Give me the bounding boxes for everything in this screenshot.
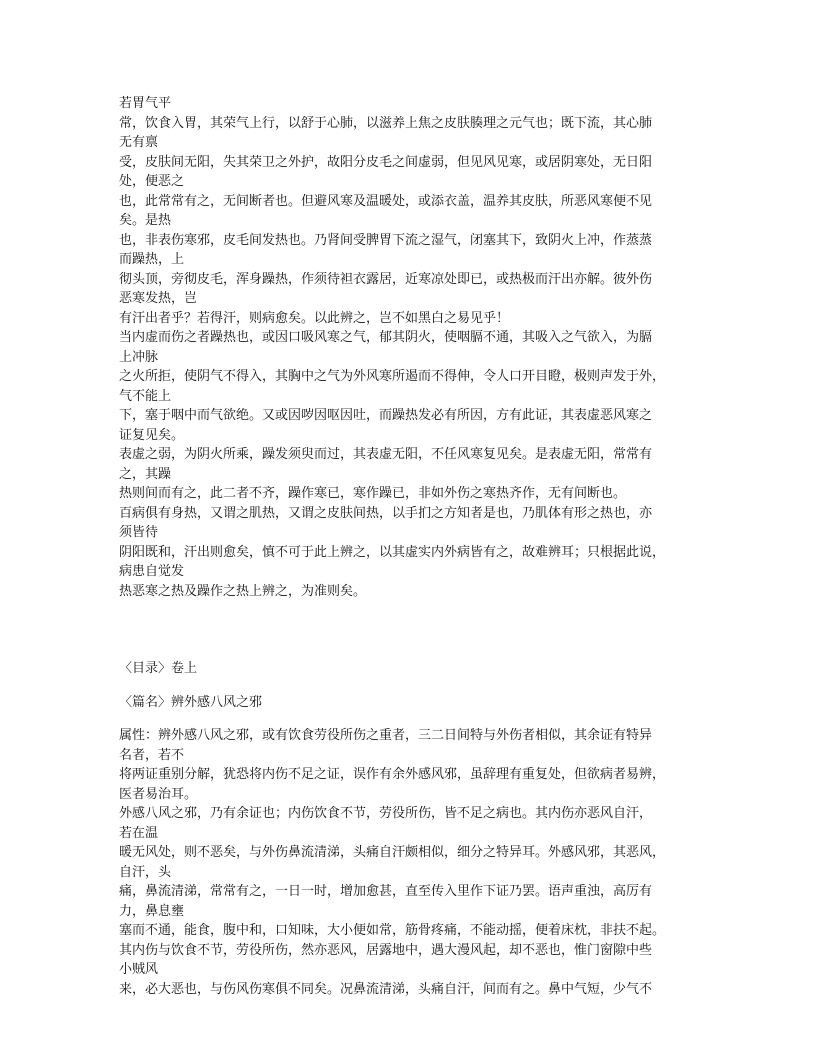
text-line: 其内伤与饮食不节，劳役所伤，然亦恶风，居露地中，遇大漫风起，却不恶也，惟门窗隙中些 (119, 942, 653, 958)
text-line: 也，非表伤寒邪，皮毛间发热也。乃肾间受脾胃下流之湿气，闭塞其下，致阴火上冲，作蒸蒸 (119, 232, 653, 248)
heading-gap (119, 712, 711, 726)
text-line: 塞而不通，能食，腹中和，口知味，大小便如常，筋骨疼痛，不能动摇，便着床枕，非扶不起。 (119, 923, 666, 938)
text-line: 矣。是热 (119, 213, 172, 228)
text-line: 常，饮食入胃，其荣气上行，以舒于心肺，以滋养上焦之皮肤腠理之元气也；既下流，其心肺 (119, 115, 653, 131)
text-line: 百病俱有身热，又谓之肌热，又谓之皮肤间热，以手扪之方知者是也，乃肌体有形之热也，亦 (119, 505, 653, 521)
section-2 (119, 726, 711, 999)
text-line: 处，便恶之 (119, 174, 185, 189)
text-line: 彻头顶，旁彻皮毛，浑身躁热，作须待袒衣露居，近寒凉处即已，或热极而汗出亦解。彼外伤 (119, 271, 653, 287)
text-line: 将两证重别分解，犹恐将内伤不足之证，误作有余外感风邪，虽辞理有重复处，但欲病者易辨， (119, 767, 666, 782)
text-line: 证复见矣。 (119, 427, 185, 443)
section-gap (119, 601, 711, 659)
text-line: 属性：辨外感八风之邪，或有饮食劳役所伤之重者，三二日间特与外伤者相似，其余证有特异 (119, 728, 653, 743)
text-line: 须皆待 (119, 525, 159, 540)
text-line: 热恶寒之热及躁作之热上辨之，为准则矣。 (119, 583, 367, 599)
section-1 (119, 94, 711, 601)
text-line: 之火所拒，使阴气不得入，其胸中之气为外风寒所遏而不得伸，令人口开目瞪，极则声发于外， (119, 369, 666, 384)
text-line: 而躁热，上 (119, 252, 185, 267)
text-line: 病患自觉发 (119, 564, 185, 579)
text-line: 自汗，头 (119, 864, 172, 880)
text-line: 下，塞于咽中而气欲绝。又或因哕因呕因吐，而躁热发必有所因，方有此证，其表虚恶风寒之 (119, 408, 653, 423)
catalog-heading: 〈目录〉卷上 (119, 661, 198, 676)
text-line: 气不能上 (119, 388, 172, 404)
text-line: 医者易治耳。 (119, 786, 198, 802)
text-line: 痛，鼻流清涕，常常有之，一日一时，增加愈甚，直至传入里作下证乃罢。语声重浊，高厉有 (119, 884, 653, 899)
text-line: 之，其躁 (119, 466, 172, 482)
text-line: 名者，若不 (119, 747, 185, 763)
text-line: 当内虚而伤之者躁热也，或因口吸风寒之气，郁其阴火，使咽膈不通，其吸入之气欲入，为膈 (119, 330, 653, 345)
heading-gap (119, 679, 711, 693)
text-line: 小贼风 (119, 962, 159, 977)
text-line: 有汗出者乎？若得汗，则病愈矣。以此辨之，岂不如黑白之易见乎！ (119, 310, 510, 326)
text-line: 无有禀 (119, 135, 159, 150)
document-page (119, 94, 711, 999)
text-line: 热则间而有之，此二者不齐，躁作寒已，寒作躁已，非如外伤之寒热齐作，无有间断也。 (119, 486, 627, 501)
chapter-heading: 〈篇名〉辨外感八风之邪 (119, 694, 263, 710)
text-line: 阴阳既和，汗出则愈矣，慎不可于此上辨之，以其虚实内外病皆有之，故难辨耳；只根据此说， (119, 544, 666, 560)
text-line: 受，皮肤间无阳，失其荣卫之外护，故阳分皮毛之间虚弱，但见风见寒，或居阴寒处，无日阳 (119, 154, 653, 170)
text-line: 上冲脉 (119, 349, 159, 365)
text-line: 表虚之弱，为阴火所乘，躁发须臾而过，其表虚无阳，不任风寒复见矣。是表虚无阳，常常有 (119, 447, 653, 462)
text-line: 若胃气平 (119, 96, 172, 111)
text-line: 恶寒发热，岂 (119, 291, 198, 306)
text-line: 来，必大恶也，与伤风伤寒俱不同矣。况鼻流清涕，头痛自汗，间而有之。鼻中气短，少气不 (119, 981, 653, 997)
text-line: 若在温 (119, 825, 159, 841)
text-line: 暖无风处，则不恶矣，与外伤鼻流清涕，头痛自汗颇相似，细分之特异耳。外感风邪，其恶风， (119, 845, 666, 860)
text-line: 也，此常常有之，无间断者也。但避风寒及温暖处，或添衣盖，温养其皮肤，所恶风寒便不见 (119, 193, 653, 209)
text-line: 外感八风之邪，乃有余证也；内伤饮食不节，劳役所伤，皆不足之病也。其内伤亦恶风自汗， (119, 806, 653, 821)
text-line: 力，鼻息壅 (119, 903, 185, 919)
